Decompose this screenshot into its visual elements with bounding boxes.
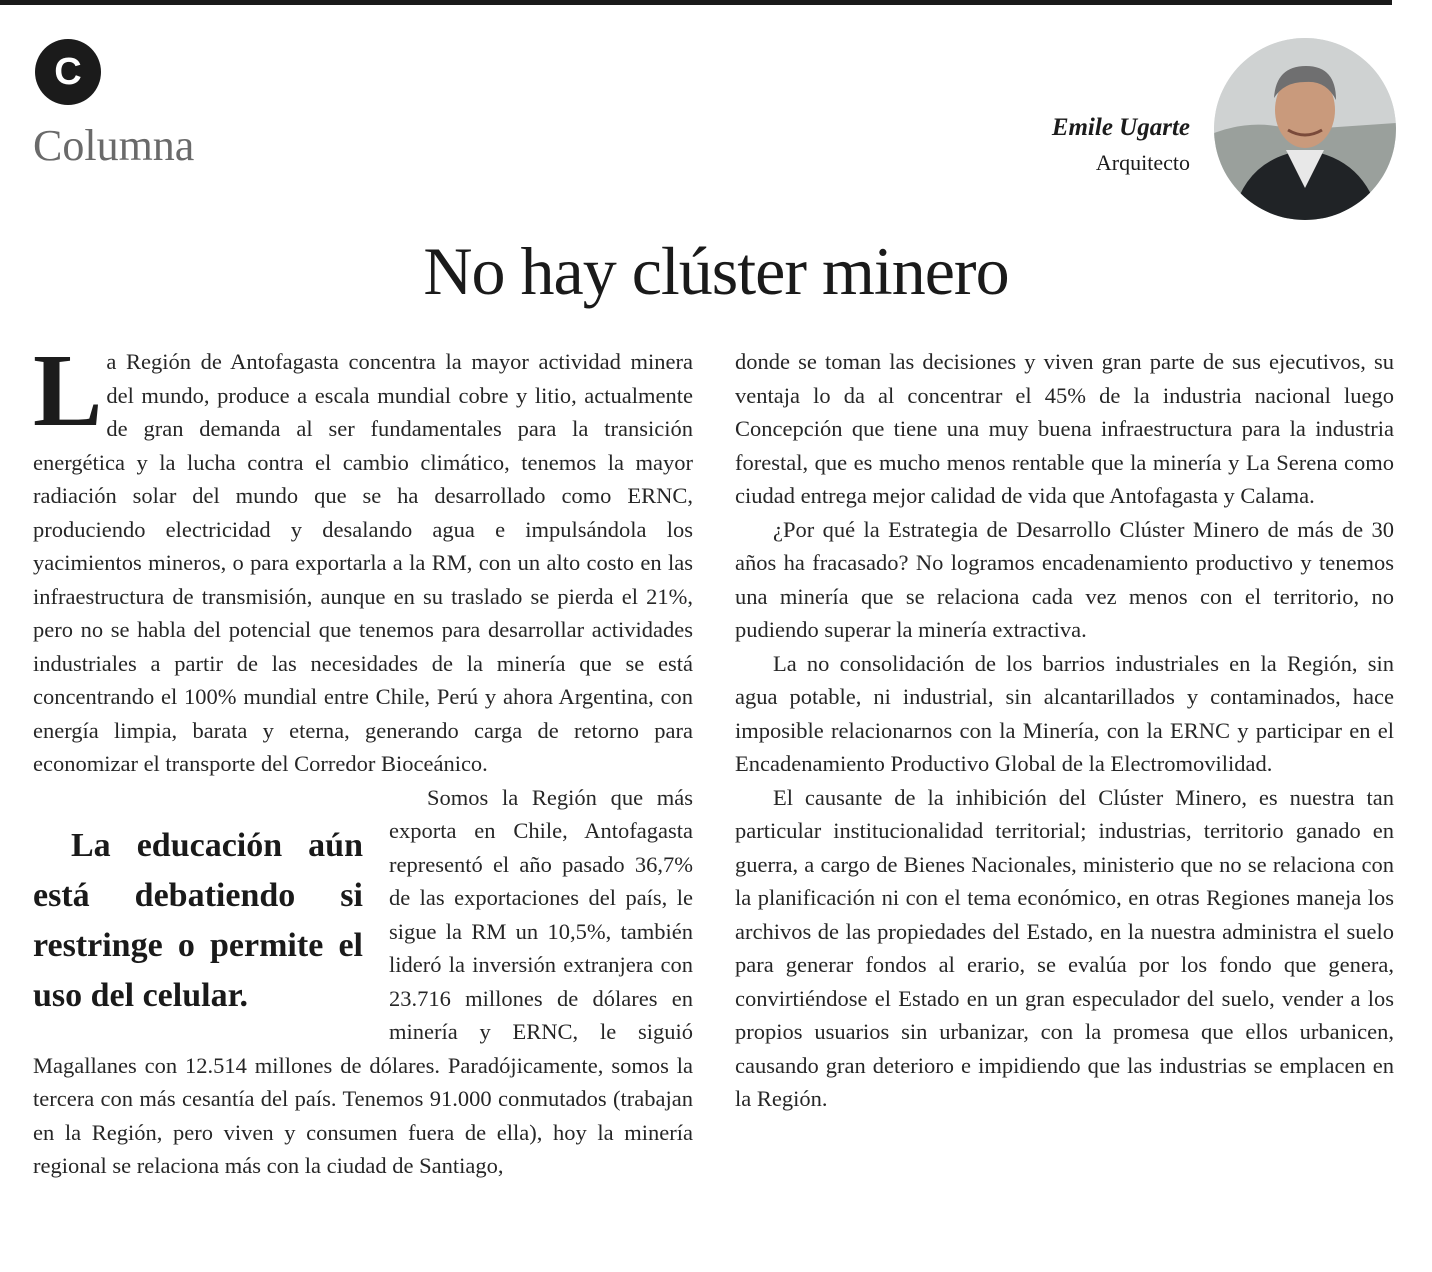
left-column <box>33 333 693 1183</box>
paragraph: La no consolidación de los barrios industriales en la Región, sin agua potable, ni industrial, sin alcantarillados y contaminados, hace imposible relacionarnos con la Minería, con la ERNC y participar en el Encadenamiento Productivo Global de la Electromovilidad. <box>735 650 1394 776</box>
column-badge: C <box>35 39 101 105</box>
paragraph: La educación aún está debatiendo si restringe o permite el uso del celular. Somos la Región que más exporta en Chile, Antofagasta representó el año pasado 36,7% de las exportaciones del país, le sigue la RM un 10,5%, también lideró la inversión extranjera con 23.716 millones de dólares en minería y ERNC, le siguió Magallanes con 12.514 millones de dólares. Paradójicamente, somos la tercera con más cesantía del país. Tenemos 91.000 conmutados (trabajan en la Región, pero viven y consumen fuera de ella), hoy la minería regional se relaciona más con la ciudad de Santiago, <box>33 784 693 1178</box>
paragraph: ¿Por qué la Estrategia de Desarrollo Clúster Minero de más de 30 años ha fracasado? No logramos encadenamiento productivo y tenemos una minería que se relaciona cada vez menos con el territorio, no pudiendo superar la minería extractiva. <box>735 516 1394 642</box>
author-byline <box>1052 114 1190 176</box>
paragraph: El causante de la inhibición del Clúster Minero, es nuestra tan particular institucionalidad territorial; industrias, territorio ganado en guerra, a cargo de Bienes Nacionales, ministerio que no se relaciona con la planificación ni con el tema económico, en otras Regiones maneja los archivos de las propiedades del Estado, en la nuestra administra el suelo para generar fondos al erario, se evalúa por los fondo que genera, convirtiéndose el Estado en un gran especulador del suelo, vender a los propios usuarios sin urbanizar, con la promesa que ellos urbanicen, causando gran deterioro e impidiendo que las industrias se emplacen en la Región. <box>735 784 1394 1111</box>
paragraph: La Región de Antofagasta concentra la mayor actividad minera del mundo, produce a escala mundial cobre y litio, actualmente de gran demanda al ser fundamentales para la transición energética y la lucha contra el cambio climático, tenemos la mayor radiación solar del mundo que se ha desarrollado como ERNC, produciendo electricidad y desalando agua e impulsándola los yacimientos mineros, o para exportarla a la RM, con un alto costo en las infraestructura de transmisión, aunque en su traslado se pierda el 21%, pero no se habla del potencial que tenemos para desarrollar actividades industriales a partir de las necesidades de la minería que se está concentrando el 100% mundial entre Chile, Perú y ahora Argentina, con energía limpia, barata y eterna, generando carga de retorno para economizar el transporte del Corredor Bioceánico. <box>33 333 693 776</box>
paragraph: donde se toman las decisiones y viven gran parte de sus ejecutivos, su ventaja lo da al concentrar el 45% de la industria nacional luego Concepción que tiene una muy buena infraestructura para la industria forestal, que es mucho menos rentable que la minería y La Serena como ciudad entrega mejor calidad de vida que Antofagasta y Calama. <box>735 349 1394 508</box>
drop-cap: L <box>33 333 103 448</box>
right-column <box>735 345 1394 1116</box>
pull-quote: La educación aún está debatiendo si restringe o permite el uso del celular. <box>33 826 363 1014</box>
section-label: Columna <box>33 121 195 170</box>
top-rule <box>0 0 1392 5</box>
author-name: Emile Ugarte <box>1051 114 1190 141</box>
article-headline: No hay clúster minero <box>423 233 1009 309</box>
author-role: Arquitecto <box>1095 150 1190 175</box>
author-photo <box>1214 38 1396 220</box>
